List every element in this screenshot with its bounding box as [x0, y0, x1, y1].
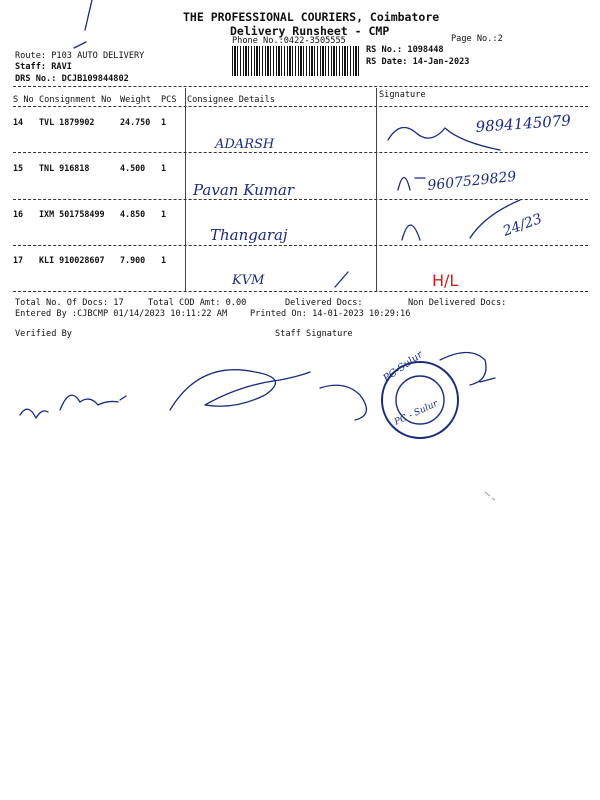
- verifier-signature: [20, 395, 126, 418]
- consignee-handwriting: ADARSH: [215, 137, 275, 152]
- total-docs: Total No. Of Docs: 17: [15, 298, 124, 308]
- staff-signature: [170, 370, 366, 420]
- entered-by: Entered By :CJBCMP 01/14/2023 10:11:22 AM: [15, 309, 228, 319]
- row-rule: [13, 245, 588, 246]
- row-rule: [13, 152, 588, 153]
- rs-date: RS Date: 14-Jan-2023: [366, 57, 470, 67]
- faint-mark: [485, 492, 495, 500]
- stamp-top-text: PC-Sulur: [381, 349, 425, 385]
- col-consignment: Consignment No: [39, 95, 112, 105]
- row-rule: [13, 199, 588, 200]
- stamp-bottom-text: PC - Sulur: [393, 398, 440, 428]
- signature-scribble: [398, 178, 425, 191]
- row-consignment: IXM 501758499: [39, 209, 105, 219]
- delivered-docs: Delivered Docs:: [285, 298, 363, 308]
- company-name: THE PROFESSIONAL COURIERS, Coimbatore: [183, 10, 440, 24]
- staff-label: Staff: RAVI: [15, 62, 72, 72]
- row-consignment: KLI 910028607: [39, 255, 105, 265]
- col-weight: Weight: [120, 95, 152, 105]
- table-bottom-rule: [13, 291, 588, 292]
- rs-number: RS No.: 1098448: [366, 45, 444, 55]
- row-pcs: 1: [161, 117, 167, 127]
- row-weight: 4.850: [120, 209, 146, 219]
- column-divider: [185, 88, 186, 292]
- row-sno: 16: [13, 209, 24, 219]
- stamp-inner-ring: [396, 376, 444, 424]
- signature-scribble: [402, 200, 520, 240]
- date-note: 24/23: [500, 210, 545, 240]
- row-consignment: TNL 916818: [39, 163, 90, 173]
- pen-scribble: [74, 0, 92, 48]
- row-pcs: 1: [161, 163, 167, 173]
- row-sno: 15: [13, 163, 24, 173]
- stamp-outer-ring: [382, 362, 458, 438]
- red-ink-note: H/L: [432, 271, 459, 290]
- row-weight: 7.900: [120, 255, 146, 265]
- consignee-handwriting: Thangaraj: [210, 226, 288, 244]
- drs-number: DRS No.: DCJB109844802: [15, 74, 129, 84]
- table-top-rule: [13, 86, 588, 87]
- row-sno: 14: [13, 117, 24, 127]
- pen-tick: [335, 272, 348, 287]
- route-label: Route: P103 AUTO DELIVERY: [15, 51, 145, 61]
- table-header-rule: [13, 106, 588, 107]
- staff-signature-label: Staff Signature: [275, 329, 353, 339]
- stamp-signature-flourish: [440, 353, 495, 386]
- consignee-handwriting: KVM: [232, 273, 265, 288]
- col-sno: S No: [13, 95, 34, 105]
- col-consignee: Consignee Details: [187, 95, 275, 105]
- phone-number: Phone No.:0422-3505555: [232, 36, 346, 46]
- row-pcs: 1: [161, 255, 167, 265]
- phone-note: 9894145079: [475, 111, 572, 136]
- col-pcs: PCS: [161, 95, 177, 105]
- verified-by-label: Verified By: [15, 329, 72, 339]
- total-cod: Total COD Amt: 0.00: [148, 298, 247, 308]
- row-pcs: 1: [161, 209, 167, 219]
- document-title: Delivery Runsheet - CMP: [230, 24, 390, 38]
- col-signature: Signature: [379, 90, 426, 100]
- column-divider: [376, 88, 377, 292]
- phone-note: 9607529829: [426, 168, 518, 194]
- row-consignment: TVL 1879902: [39, 117, 95, 127]
- barcode: [232, 46, 360, 76]
- signature-scribble: [388, 128, 500, 151]
- row-sno: 17: [13, 255, 24, 265]
- printed-on: Printed On: 14-01-2023 10:29:16: [250, 309, 411, 319]
- consignee-handwriting: Pavan Kumar: [193, 181, 295, 199]
- non-delivered-docs: Non Delivered Docs:: [408, 298, 507, 308]
- row-weight: 24.750: [120, 117, 151, 127]
- page-number: Page No.:2: [451, 34, 503, 44]
- row-weight: 4.500: [120, 163, 146, 173]
